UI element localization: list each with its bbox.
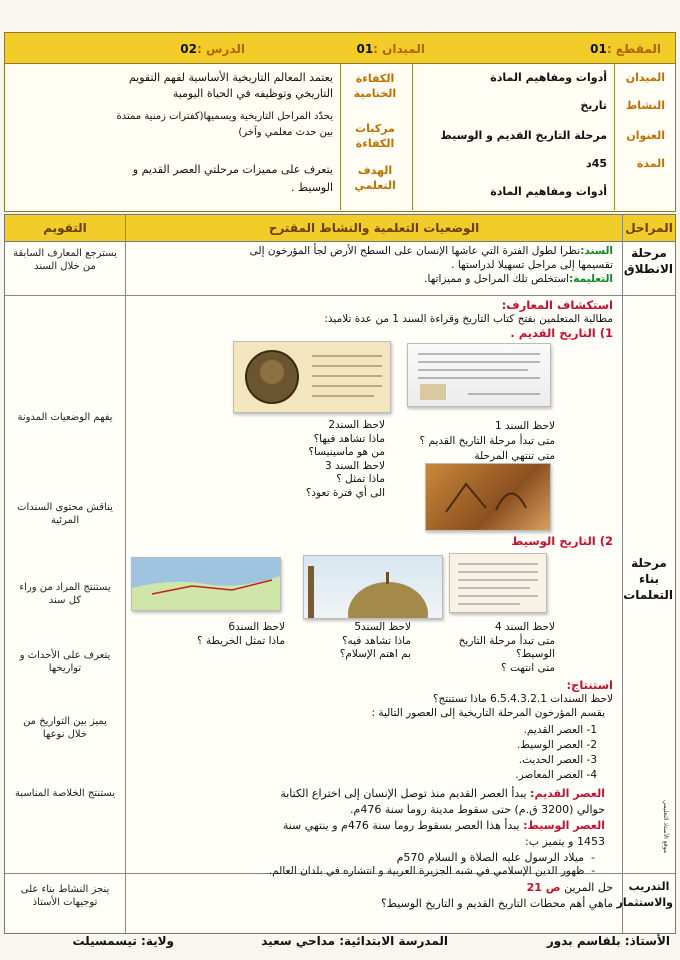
eval-5: يتعرف على الأحداث و تواريخها bbox=[19, 650, 111, 674]
medieval-line2: 1453 و يتميز ب: bbox=[525, 835, 605, 848]
value-duration: 45د bbox=[586, 157, 607, 170]
sanad-3-image bbox=[425, 463, 551, 531]
medieval-line1: العصر الوسيط: يبدأ هذا العصر بسقوط روما سنة 476م و ينتهي سنة bbox=[282, 819, 605, 832]
footer-teacher: الأستاذ: بلقاسم بدور bbox=[546, 934, 670, 948]
start-task: التعليمة:استخلص تلك المراحل و مميزاتها. bbox=[424, 273, 613, 285]
medieval-bullet-1: - ميلاد الرسول عليه الصلاة و السلام 570م bbox=[396, 851, 595, 864]
label-hadaf: الهدف التعلمي bbox=[354, 164, 396, 192]
questions-sanad-6: لاحظ السند6 ماذا تمثل الخريطة ؟ bbox=[197, 621, 285, 647]
conclude-title: استنتاج: bbox=[566, 678, 613, 692]
stage-build: مرحلة بناء التعلمات bbox=[623, 556, 673, 602]
footer-wilaya: ولاية: تيسمسيلت bbox=[72, 934, 174, 948]
sanad-5-image bbox=[303, 555, 443, 619]
label-nashat: النشاط bbox=[625, 99, 665, 112]
stage-practice: التدريب والاستثمار bbox=[616, 880, 673, 909]
section-medieval-title: 2) التاريخ الوسيط bbox=[511, 534, 613, 548]
ancient-line1: العصر القديم: يبدأ العصر القديم منذ توصل الإنسان إلى اختراع الكتابة bbox=[280, 787, 605, 800]
activities-table bbox=[4, 214, 676, 934]
side-watermark-text: موقع الأستاذ التعليمي bbox=[662, 800, 669, 854]
value-hadaf-2: الوسيط . bbox=[290, 181, 333, 194]
value-title: مرحلة التاريخ القديم و الوسيط bbox=[440, 129, 607, 142]
sanad-4-image bbox=[449, 553, 547, 613]
sanad-2-image bbox=[233, 341, 391, 413]
midan-field: الميدان :01 bbox=[356, 42, 425, 56]
eval-7: يستنتج الخلاصة المناسبة bbox=[14, 788, 116, 799]
start-sanad-line2: تقسيمها إلى مراحل تسهيلا لدراستها . bbox=[451, 259, 613, 271]
practice-line1: حل المرين ص 21 bbox=[526, 881, 613, 894]
eval-4: يستنتج المراد من وراء كل سند bbox=[19, 582, 111, 606]
value-extra: أدوات ومفاهيم المادة bbox=[490, 185, 607, 198]
sanad-1-image bbox=[407, 343, 551, 407]
col-activities: الوضعيات التعلمية والنشاط المقترح bbox=[126, 215, 622, 242]
value-hadaf-1: يتعرف على مميزات مرحلتي العصر القديم و bbox=[132, 163, 333, 176]
eval-8: ينجز النشاط بناء على توجيهات الأستاذ bbox=[20, 884, 110, 908]
col-stages: المراحل bbox=[623, 215, 675, 242]
questions-sanad-4: لاحظ السند 4 متى تبدأ مرحلة التاريخ الوسيط؟ متى انتهت ؟ bbox=[458, 621, 555, 674]
practice-line2: ماهي أهم محطات التاريخ القديم و التاريخ الوسيط؟ bbox=[380, 897, 613, 910]
start-sanad-line1: السند:نظرا لطول الفترة التي عاشها الإنسان على السطح الأرض لجأ المؤرخون إلى bbox=[249, 245, 613, 257]
value-kafaa-1: يعتمد المعالم التاريخية الأساسية لفهم التقويم bbox=[128, 71, 333, 84]
maqta-field: المقطع :01 bbox=[590, 42, 661, 56]
medieval-bullet-2: - ظهور الدين الإسلامي في شبه الجزيرة العربية و انتشاره في بلدان العالم. bbox=[268, 865, 595, 877]
eval-1: يسترجع المعارف السابقة من خلال السند bbox=[13, 248, 117, 272]
ancient-line2: حوالي (3200 ق.م) حتى سقوط مدينة روما سنة 476م. bbox=[350, 803, 605, 816]
questions-sanad-1: لاحظ السند 1 متى تبدأ مرحلة التاريخ القديم ؟ متى تنتهي المرحلة bbox=[419, 420, 555, 462]
lesson-header bbox=[4, 32, 676, 212]
conclude-line: لاحظ السندات 6.5.4.3.2.1 ماذا تستنتج؟ bbox=[432, 693, 613, 705]
explore-line: مطالبة المتعلمين بفتح كتاب التاريخ وقراءة السند 1 من عدة تلاميذ: bbox=[324, 313, 613, 325]
footer-school: المدرسة الابتدائية: مداحي سعيد bbox=[261, 934, 448, 948]
divide-line: يقسم المؤرخون المرحلة التاريخية إلى العصور التالية : bbox=[371, 707, 605, 719]
value-murakkabat-1: يحدّد المراحل التاريخية ويسميها(كفترات زمنية ممتدة bbox=[116, 111, 333, 122]
label-duration: المدة bbox=[636, 157, 665, 170]
explore-title: استكشاف المعارف: bbox=[501, 298, 613, 312]
stage-start: مرحلة الانطلاق bbox=[623, 246, 673, 276]
label-title: العنوان bbox=[626, 129, 665, 142]
col-eval: التقويم bbox=[5, 215, 125, 242]
label-kafaa: الكفاءة الختامية bbox=[353, 72, 397, 100]
sanad-6-map-image bbox=[131, 557, 281, 611]
value-midan: أدوات ومفاهيم المادة bbox=[490, 71, 607, 84]
questions-sanad-2-3: لاحظ السند2 ماذا تشاهد فيها؟ من هو ماسينيسا؟ لاحظ السند 3 ماذا تمثل ؟ الى أي فترة تعود؟ bbox=[305, 419, 385, 499]
eval-6: يميز بين التواريخ من خلال نوعها bbox=[23, 716, 107, 740]
value-nashat: تاريخ bbox=[580, 99, 607, 112]
label-midan: الميدان bbox=[625, 71, 665, 84]
eras-list: 1- العصر القديم. 2- العصر الوسيط. 3- العصر الحديث. 4- العصر المعاصر. bbox=[515, 724, 597, 781]
section-ancient-title: 1) التاريخ القديم . bbox=[510, 326, 613, 340]
dars-field: الدرس :02 bbox=[180, 42, 245, 56]
questions-sanad-5: لاحظ السند5 ماذا تشاهد فيه؟ بم اهتم الإسلام؟ bbox=[339, 621, 411, 660]
label-murakkabat: مركبات الكفاءة bbox=[355, 122, 395, 150]
header-bar bbox=[5, 33, 675, 64]
eval-3: يناقش محتوى السندات المرئية bbox=[17, 502, 113, 526]
value-kafaa-2: التاريخي وتوظيفه في الحياة اليومية bbox=[172, 87, 333, 100]
eval-2: يفهم الوضعيات المدونة bbox=[17, 412, 113, 423]
value-murakkabat-2: بين حدث معلمي وآخر) bbox=[238, 127, 333, 138]
